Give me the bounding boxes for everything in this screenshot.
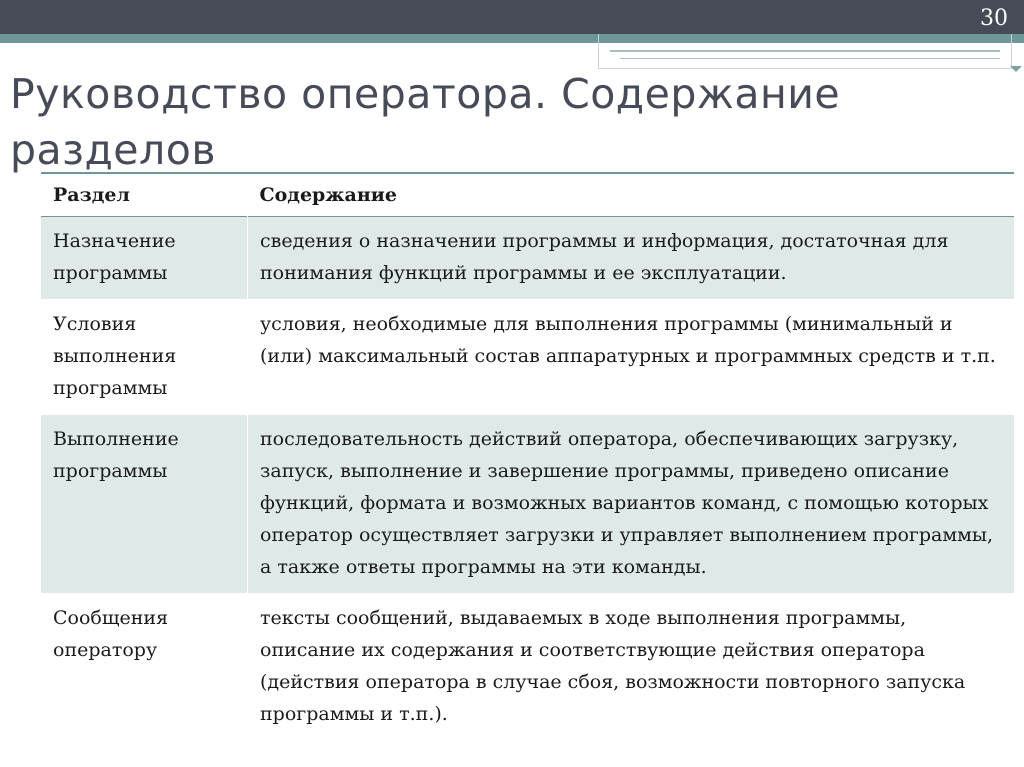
- table-header-row: [41, 173, 1014, 217]
- decorative-arrow-icon: [1010, 66, 1022, 72]
- decorative-line: [620, 58, 1000, 59]
- page-number: 30: [980, 6, 1008, 31]
- table-row: [41, 217, 1014, 300]
- row-section-cell: Условия выполнения программы: [41, 300, 248, 415]
- row-content-cell: тексты сообщений, выдаваемых в ходе выполнения программы, описание их содержания и соответствующие действия оператора (действия оператора в случае сбоя, возможности повторного запуска программы и т.п.).: [260, 607, 966, 725]
- decorative-line: [610, 50, 1000, 52]
- column-header-content: Содержание: [259, 184, 397, 206]
- row-section-cell: Назначение программы: [41, 217, 248, 300]
- column-header-section: Раздел: [53, 184, 130, 206]
- row-section-cell: Сообщения оператору: [41, 594, 248, 741]
- sections-table: [41, 172, 1014, 741]
- table-row: [41, 415, 1014, 594]
- page-title: Руководство оператора. Содержание разделов: [10, 70, 841, 174]
- header-bar: [0, 0, 1024, 34]
- row-content-cell: условия, необходимые для выполнения программы (минимальный и (или) максимальный состав аппаратурных и программных средств и т.п.: [260, 313, 996, 367]
- row-content-cell: последовательность действий оператора, обеспечивающих загрузку, запуск, выполнение и завершение программы, приведено описание функций, формата и возможных вариантов команд, с помощью которых оператор осуществляет загрузки и управляет выполнением программы, а также ответы программы на эти команды.: [248, 415, 1015, 594]
- table-row: [41, 300, 1014, 415]
- sections-table-container: [41, 172, 1014, 741]
- row-content-cell: сведения о назначении программы и информация, достаточная для понимания функций программы и ее эксплуатации.: [248, 217, 1015, 300]
- table-row: [41, 594, 1014, 741]
- row-section-cell: Выполнение программы: [41, 415, 248, 594]
